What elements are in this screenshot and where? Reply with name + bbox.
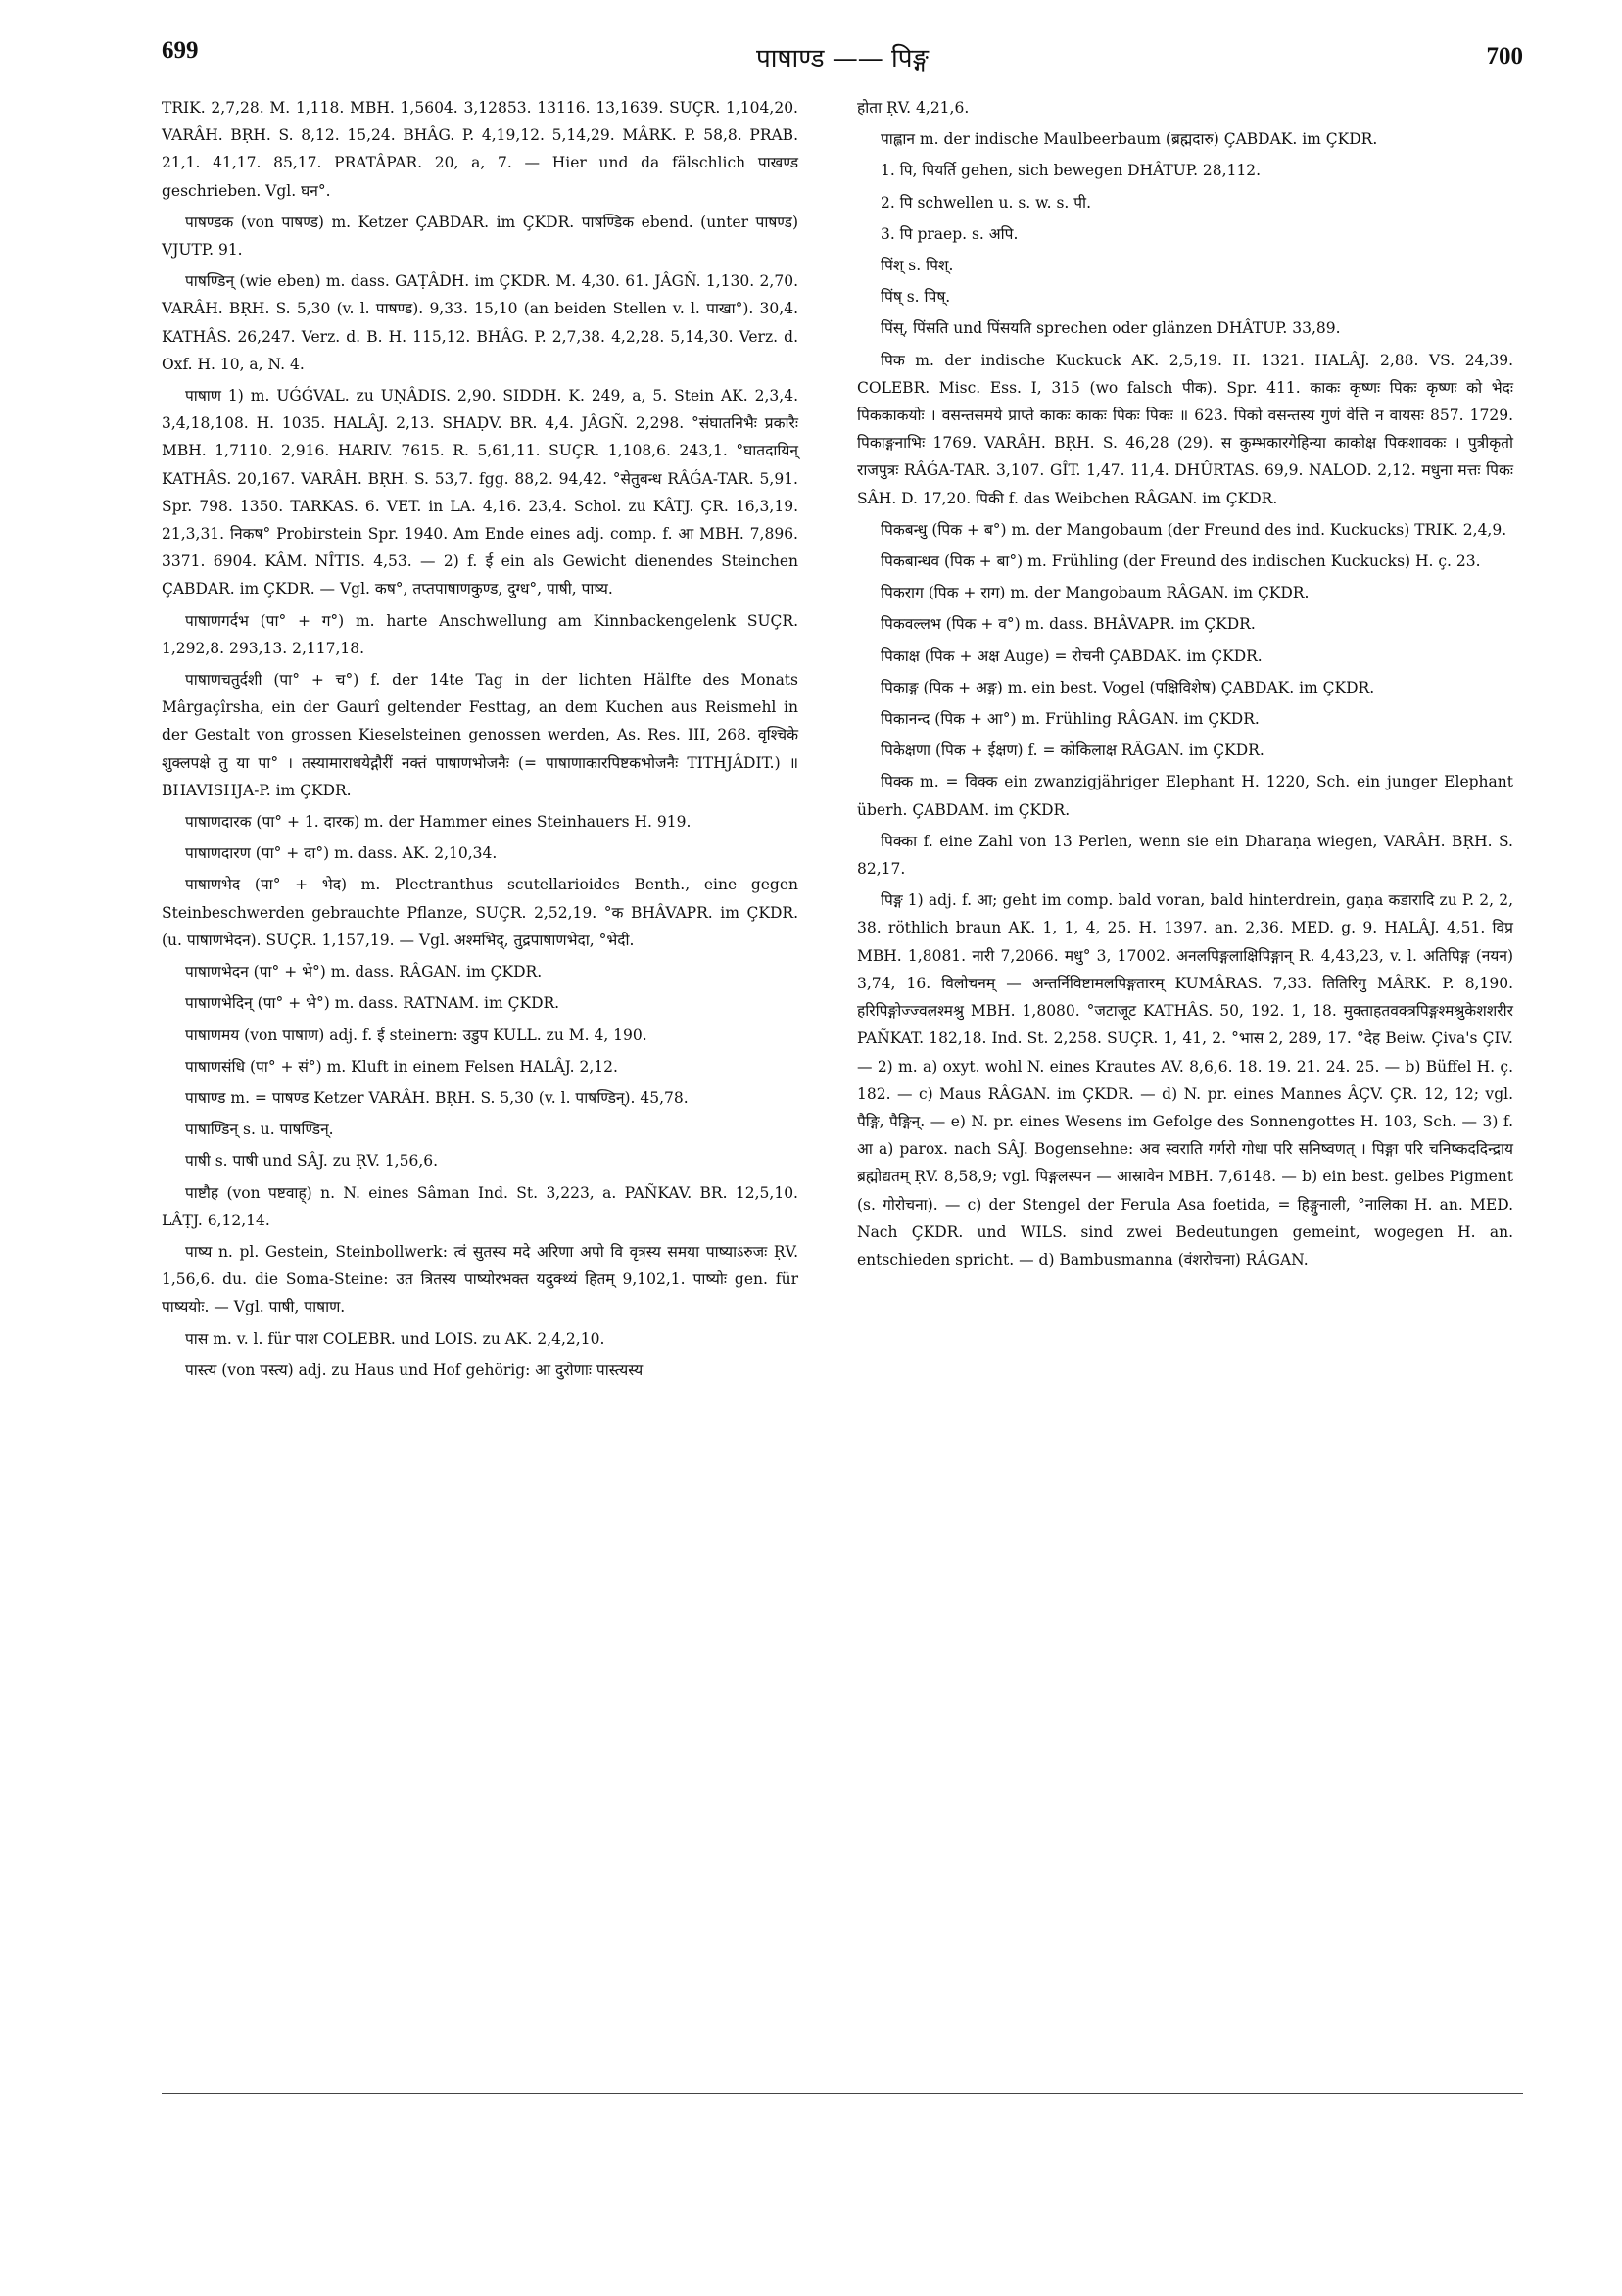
- dictionary-entry: पिकराग (पिक + राग) m. der Mangobaum RÂGAN. im ÇKDR.: [881, 584, 1310, 602]
- running-title: पाषाण्ड —— पिङ्ग: [755, 44, 929, 73]
- dictionary-entry: पिंस्, पिंसति und पिंसयति sprechen oder glänzen DHÂTUP. 33,89.: [881, 319, 1341, 338]
- dictionary-entry: पाषाणचतुर्दशी (पा° + च°) f. der 14te Tag in der lichten Hälfte des Monats Mârgaçîrsha, ein der Gaurî geltender Festtag, an dem Kuchen aus Reismehl in der Gestalt von grossen Kieselsteinen genossen werden, As. Res. III, 268. वृश्चिके शुक्लपक्षे तु या पा° । तस्यामाराधयेद्गौरीं नक्तं पाषाणभोजनैः (= पाषाणाकारपिष्टकभोजनैः TITHJÂDIT.) ॥ BHAVISHJA-P. im ÇKDR.: [162, 671, 798, 799]
- dictionary-entry: पास्त्य (von पस्त्य) adj. zu Haus und Hof gehörig: आ दुरोणाः पास्त्यस्य: [185, 1361, 644, 1379]
- dictionary-entry: पिकानन्द (पिक + आ°) m. Frühling RÂGAN. im ÇKDR.: [881, 710, 1260, 729]
- dictionary-entry: पिक्क m. = विक्क ein zwanzigjähriger Elephant H. 1220, Sch. ein junger Elephant überh. ÇABDAM. im ÇKDR.: [857, 773, 1513, 819]
- page-number-right: 700: [1486, 43, 1523, 70]
- dictionary-entry: पाषण्डक (von पाषण्ड) m. Ketzer ÇABDAR. im ÇKDR. पाषण्डिक ebend. (unter पाषण्ड) VJUTP. 91.: [162, 213, 798, 260]
- dictionary-entry: पाह्लान m. der indische Maulbeerbaum (ब्रह्मदारु) ÇABDAK. im ÇKDR.: [881, 130, 1378, 149]
- dictionary-entry: 2. पि schwellen u. s. w. s. पी.: [881, 193, 1091, 212]
- dictionary-entry: पिकवल्लभ (पिक + व°) m. dass. BHÂVAPR. im ÇKDR.: [881, 615, 1256, 634]
- dictionary-entry: पाष्य n. pl. Gestein, Steinbollwerk: त्वं सुतस्य मदे अरिणा अपो वि वृत्रस्य समया पाष्याऽरुजः ṚV. 1,56,6. du. die Soma-Steine: उत त्रितस्य पाष्योरभक्त यदुक्थ्यं हितम् 9,102,1. पाष्योः gen. für पाष्ययोः. — Vgl. पाषी, पाषाण.: [162, 1242, 798, 1316]
- dictionary-entry: 1. पि, पियर्ति gehen, sich bewegen DHÂTUP. 28,112.: [881, 162, 1262, 180]
- bottom-rule: [162, 2093, 1523, 2094]
- dictionary-entry: पिकबान्धव (पिक + बा°) m. Frühling (der Freund des indischen Kuckucks) H. ç. 23.: [881, 552, 1481, 571]
- dictionary-entry: पाष्टौह (von पष्टवाह्) n. N. eines Sâman Ind. St. 3,223, a. PAÑKAV. BR. 12,5,10. LÂṬJ. 6,12,14.: [162, 1183, 798, 1229]
- dictionary-entry: पाषाण 1) m. UǴǴVAL. zu UṆÂDIS. 2,90. SIDDH. K. 249, a, 5. Stein AK. 2,3,4. 3,4,18,108. H. 1035. HALÂJ. 2,13. SHAḌV. BR. 4,4. JÂGÑ. 2,298. °संघातनिभैः प्रकारैः MBH. 1,7110. 2,916. HARIV. 7615. R. 5,61,11. SUÇR. 1,108,6. 243,1. °घातदायिन् KATHÂS. 20,167. VARÂH. BṚH. S. 53,7. fgg. 88,2. 94,42. °सेतुबन्ध RÂǴA-TAR. 5,91. Spr. 798. 1350. TARKAS. 6. VET. in LA. 4,16. 23,4. Schol. zu KÂTJ. ÇR. 16,3,19. 21,3,31. निकष° Probirstein Spr. 1940. Am Ende eines adj. comp. f. आ MBH. 7,896. 3371. 6904. KÂM. NÎTIS. 4,53. — 2) f. ई ein als Gewicht dienendes Steinchen ÇABDAR. im ÇKDR. — Vgl. कष°, तप्तपाषाणकुण्ड, दुग्ध°, पाषी, पाष्य.: [162, 387, 798, 598]
- dictionary-entry: 3. पि praep. s. अपि.: [881, 224, 1019, 243]
- dictionary-entry: पिक m. der indische Kuckuck AK. 2,5,19. H. 1321. HALÂJ. 2,88. VS. 24,39. COLEBR. Misc. Ess. I, 315 (wo falsch पीक). Spr. 411. काकः कृष्णः पिकः कृष्णः को भेदः पिककाकयोः । वसन्तसमये प्राप्ते काकः काकः पिकः पिकः ॥ 623. पिको वसन्तस्य गुणं वेत्ति न वायसः 857. 1729. पिकाङ्गनाभिः 1769. VARÂH. BṚH. S. 46,28 (29). स कुम्भकारगेहिन्या काकोक्ष पिकशावकः । पुत्रीकृतो राजपुत्रः RÂǴA-TAR. 3,107. GÎT. 1,47. 11,4. DHÛRTAS. 69,9. NALOD. 2,12. मधुना मत्तः पिकः SÂH. D. 17,20. पिकी f. das Weibchen RÂGAN. im ÇKDR.: [857, 351, 1513, 507]
- dictionary-entry: TRIK. 2,7,28. M. 1,118. MBH. 1,5604. 3,12853. 13116. 13,1639. SUÇR. 1,104,20. VARÂH. BṚH. S. 8,12. 15,24. BHÂG. P. 4,19,12. 5,14,29. MÂRK. P. 58,8. PRAB. 21,1. 41,17. 85,17. PRATÂPAR. 20, a, 7. — Hier und da fälschlich पाखण्ड geschrieben. Vgl. घन°.: [162, 99, 798, 200]
- dictionary-entry: पाषाणमय (von पाषाण) adj. f. ई steinern: उडुप KULL. zu M. 4, 190.: [185, 1026, 647, 1044]
- left-column: [162, 94, 798, 1388]
- dictionary-entry: पास m. v. l. für पाश COLEBR. und LOIS. zu AK. 2,4,2,10.: [185, 1329, 605, 1348]
- dictionary-entry: पाषाण्ड m. = पाषण्ड Ketzer VARÂH. BṚH. S. 5,30 (v. l. पाषण्डिन्). 45,78.: [185, 1088, 689, 1107]
- dictionary-entry: पाषाण्डिन् s. u. पाषण्डिन्.: [185, 1121, 334, 1139]
- dictionary-entry: होता ṚV. 4,21,6.: [857, 99, 970, 117]
- dictionary-entry: पिङ्ग 1) adj. f. आ; geht im comp. bald voran, bald hinterdrein, gaṇa कडारादि zu P. 2, 2, 38. röthlich braun AK. 1, 1, 4, 25. H. 1397. an. 2,36. MED. g. 9. HALÂJ. 4,51. विप्र MBH. 1,8081. नारी 7,2066. मधु° 3, 17002. अनलपिङ्गलाक्षिपिङ्गान् R. 4,43,23, v. l. अतिपिङ्ग (नयन) 3,74, 16. विलोचनम् — अन्तर्निविष्टामलपिङ्गतारम् KUMÂRAS. 7,33. तितिरिगु MÂRK. P. 8,190. हरिपिङ्गोज्ज्वलश्मश्रु MBH. 1,8080. °जटाजूट KATHÂS. 50, 192. 1, 18. मुक्ताहतवक्त्रपिङ्गश्मश्रुकेशशरीर PAÑKAT. 182,18. Ind. St. 2,258. SUÇR. 1, 41, 2. °भास 2, 289, 17. °देह Beiw. Çiva's ÇIV. — 2) m. a) oxyt. wohl N. eines Krautes AV. 8,6,6. 18. 19. 21. 24. 25. — b) Büffel H. ç. 182. — c) Maus RÂGAN. im ÇKDR. — d) N. pr. eines Mannes ÂÇV. ÇR. 12, 12; vgl. पैङ्गि, पैङ्गिन्. — e) N. pr. eines Wesens im Gefolge des Sonnengottes H. 103, Sch. — 3) f. आ a) parox. nach SÂJ. Bogensehne: अव स्वराति गर्गरो गोधा परि सनिष्वणत् । पिङ्गा परि चनिष्कददिन्द्राय ब्रह्मोद्यतम् ṚV. 8,58,9; vgl. पिङ्गलस्पन — आस्रावेन MBH. 7,6148. — b) ein best. gelbes Pigment (s. गोरोचना). — c) der Stengel der Ferula Asa foetida, = हिङ्गुनाली, °नालिका H. an. MED. Nach ÇKDR. und WILS. sind zwei Bedeutungen gemeint, wogegen H. an. entschieden spricht. — d) Bambusmanna (वंशरोचना) RÂGAN.: [857, 891, 1513, 1268]
- dictionary-entry: पिकबन्धु (पिक + ब°) m. der Mangobaum (der Freund des ind. Kuckucks) TRIK. 2,4,9.: [881, 520, 1507, 539]
- dictionary-entry: पाषाणदारक (पा° + 1. दारक) m. der Hammer eines Steinhauers H. 919.: [185, 813, 692, 832]
- dictionary-entry: पिकाक्ष (पिक + अक्ष Auge) = रोचनी ÇABDAK. im ÇKDR.: [881, 646, 1263, 665]
- right-column: [857, 94, 1513, 1277]
- dictionary-entry: पाषाणसंधि (पा° + सं°) m. Kluft in einem Felsen HALÂJ. 2,12.: [185, 1057, 618, 1076]
- page-header: [162, 37, 1523, 76]
- dictionary-entry: पाषाणभेदन (पा° + भे°) m. dass. RÂGAN. im ÇKDR.: [185, 963, 543, 981]
- dictionary-entry: पाषण्डिन् (wie eben) m. dass. GAṬÂDH. im ÇKDR. M. 4,30. 61. JÂGÑ. 1,130. 2,70. VARÂH. BṚH. S. 5,30 (v. l. पाषण्ड). 9,33. 15,10 (an beiden Stellen v. l. पाखा°). 30,4. KATHÂS. 26,247. Verz. d. B. H. 115,12. BHÂG. P. 2,7,38. 4,2,28. 5,14,30. Verz. d. Oxf. H. 10, a, N. 4.: [162, 272, 798, 373]
- dictionary-entry: पाषाणदारण (पा° + दा°) m. dass. AK. 2,10,34.: [185, 844, 498, 863]
- dictionary-entry: पिक्का f. eine Zahl von 13 Perlen, wenn sie ein Dharaṇa wiegen, VARÂH. BṚH. S. 82,17.: [857, 832, 1513, 879]
- dictionary-entry: पिकेक्षणा (पिक + ईक्षण) f. = कोकिलाक्ष RÂGAN. im ÇKDR.: [881, 741, 1264, 760]
- dictionary-entry: पिंश् s. पिश्.: [881, 257, 954, 275]
- dictionary-entry: पाषाणगर्दभ (पा° + ग°) m. harte Anschwellung am Kinnbackengelenk SUÇR. 1,292,8. 293,13. 2,117,18.: [162, 611, 798, 657]
- dictionary-entry: पिकाङ्ग (पिक + अङ्ग) m. ein best. Vogel (पक्षिविशेष) ÇABDAK. im ÇKDR.: [881, 678, 1375, 696]
- dictionary-entry: पाषाणभेद (पा° + भेद) m. Plectranthus scutellarioides Benth., eine gegen Steinbeschwerden gebrauchte Pflanze, SUÇR. 2,52,19. °क BHÂVAPR. im ÇKDR. (u. पाषाणभेदन). SUÇR. 1,157,19. — Vgl. अश्मभिद्, तुद्रपाषाणभेदा, °भेदी.: [162, 876, 798, 949]
- dictionary-entry: पिंष् s. पिष्.: [881, 288, 951, 307]
- dictionary-entry: पाषाणभेदिन् (पा° + भे°) m. dass. RATNAM. im ÇKDR.: [185, 994, 560, 1013]
- page-number-left: 699: [162, 37, 199, 64]
- dictionary-entry: पाषी s. पाषी und SÂJ. zu ṚV. 1,56,6.: [185, 1152, 439, 1171]
